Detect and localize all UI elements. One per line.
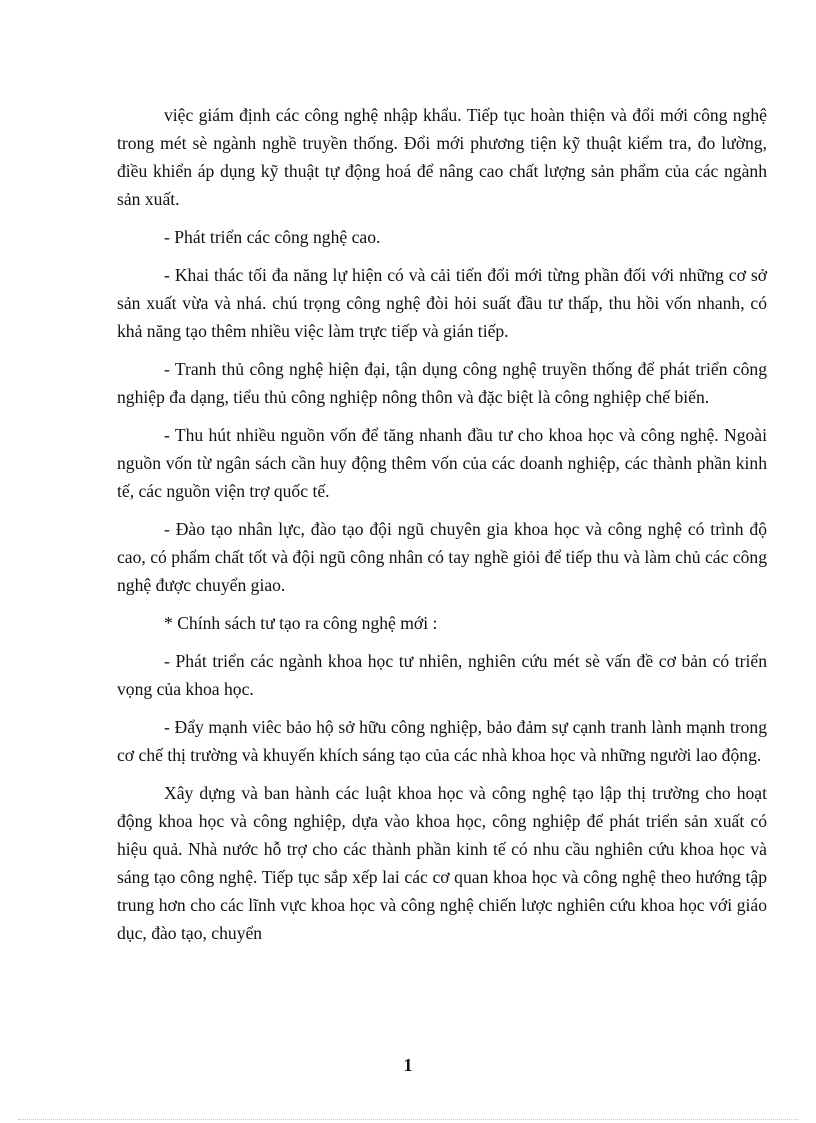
page-bottom-edge: [18, 1119, 798, 1120]
paragraph-exploit-capacity: - Khai thác tối đa năng lự hiện có và cải tiến đổi mới từng phần đối với những cơ sở sản xuất vừa và nhá. chú trọng công nghệ đòi hỏi suất đầu tư thấp, thu hồi vốn nhanh, có khả năng tạo thêm nhiều việc làm trực tiếp và gián tiếp.: [117, 265, 767, 341]
document-body: [117, 101, 767, 957]
paragraph-industrial-property: - Đẩy mạnh viêc bảo hộ sở hữu công nghiệp, bảo đảm sự cạnh tranh lành mạnh trong cơ chế thị trường và khuyến khích sáng tạo của các nhà khoa học và những người lao động.: [117, 717, 767, 765]
paragraph-modern-technology: - Tranh thủ công nghệ hiện đại, tận dụng công nghệ truyền thống để phát triển công nghiệp đa dạng, tiểu thủ công nghiệp nông thôn và đặc biệt là công nghiệp chế biến.: [117, 359, 767, 407]
paragraph-continuation: việc giám định các công nghệ nhập khẩu. Tiếp tục hoàn thiện và đổi mới công nghệ trong mét sè ngành nghề truyền thống. Đổi mới phương tiện kỹ thuật kiểm tra, đo lường, điều khiển áp dụng kỹ thuật tự động hoá để nâng cao chất lượng sản phẩm của các ngành sản xuất.: [117, 105, 767, 209]
paragraph-training: - Đào tạo nhân lực, đào tạo đội ngũ chuyên gia khoa học và công nghệ có trình độ cao, có phẩm chất tốt và đội ngũ công nhân có tay nghề giỏi để tiếp thu và làm chủ các công nghệ được chuyển giao.: [117, 519, 767, 595]
paragraph-capital: - Thu hút nhiều nguồn vốn để tăng nhanh đầu tư cho khoa học và công nghệ. Ngoài nguồn vốn từ ngân sách cần huy động thêm vốn của các doanh nghiệp, các thành phần kinh tế, các nguồn viện trợ quốc tế.: [117, 425, 767, 501]
paragraph-high-tech: - Phát triển các công nghệ cao.: [164, 227, 381, 247]
paragraph-policy-heading: * Chính sách tư tạo ra công nghệ mới :: [164, 613, 438, 633]
page-number: 1: [403, 1055, 413, 1075]
paragraph-science-law: Xây dựng và ban hành các luật khoa học và công nghệ tạo lập thị trường cho hoạt động khoa học và công nghiệp, dựa vào khoa học, công nghiệp để phát triển sản xuất có hiệu quả. Nhà nước hỗ trợ cho các thành phần kinh tế có nhu cầu nghiên cứu khoa học và sáng tạo công nghệ. Tiếp tục sắp xếp lai các cơ quan khoa học và công nghệ theo hướng tập trung hơn cho các lĩnh vực khoa học và công nghệ chiến lược nghiên cứu khoa học với giáo dục, đào tạo, chuyển: [117, 783, 767, 943]
paragraph-natural-sciences: - Phát triển các ngành khoa học tư nhiên, nghiên cứu mét sè vấn đề cơ bản có triển vọng của khoa học.: [117, 651, 767, 699]
